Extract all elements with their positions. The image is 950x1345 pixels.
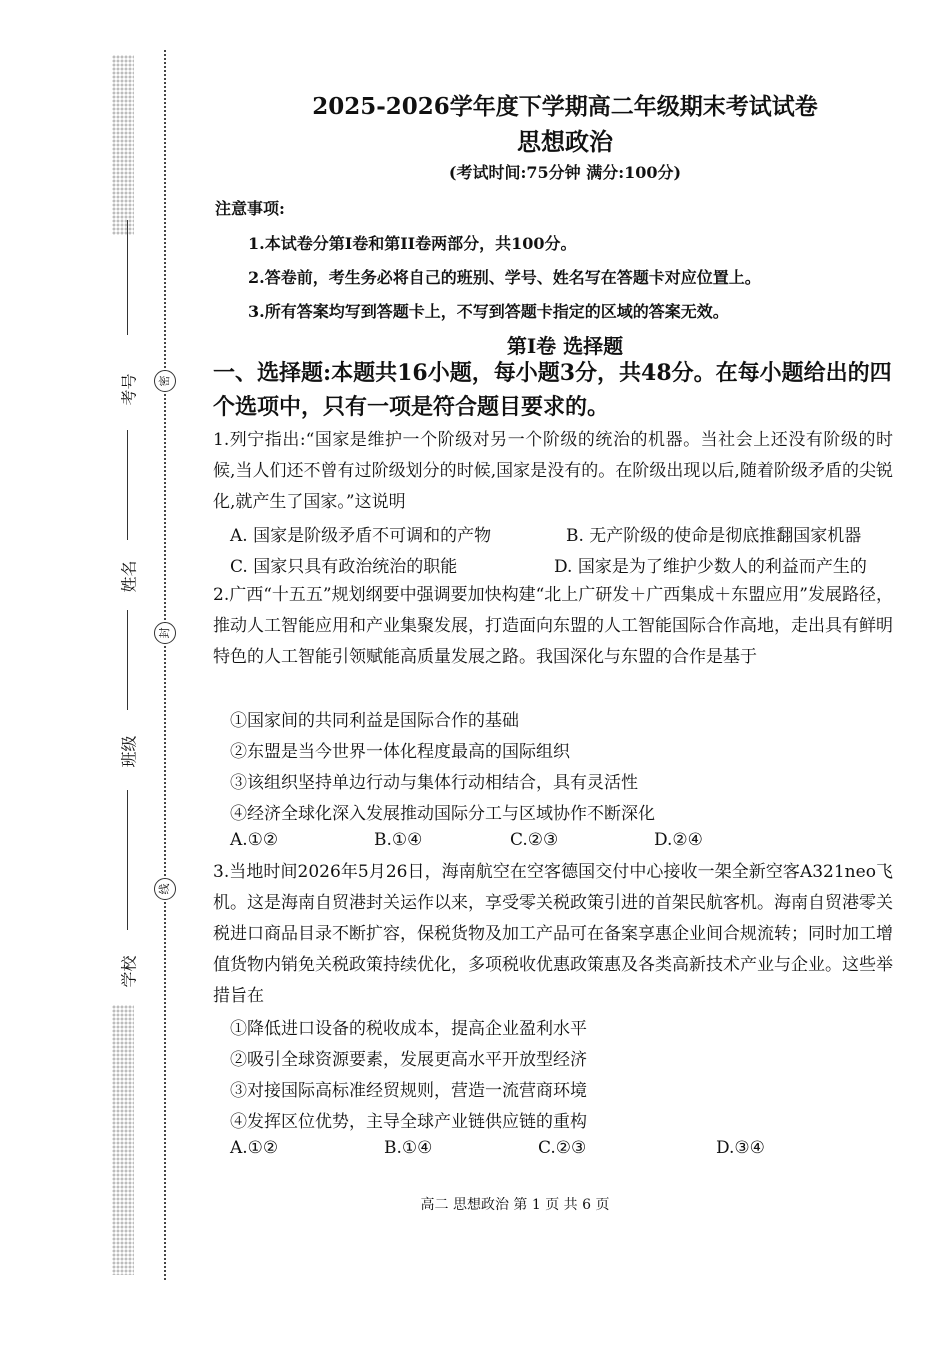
binding-cut-line	[164, 50, 166, 1280]
class-label: 班级	[119, 735, 139, 768]
q3-option-b: B.①④	[384, 1138, 433, 1158]
question-3-stem: 3.当地时间2026年5月26日，海南航空在空客德国交付中心接收一架全新空客A321neo飞机。这是海南自贸港封关运作以来，享受零关税政策引进的首架民航客机。海南自贸港零关税进口商品目录不断扩容，保税货物及加工产品可在备案享惠企业间合规流转；同时加工增值货物内销免关税政策持续优化，多项税收优惠政策惠及各类高新技术产业与企业。这些举措旨在	[213, 862, 893, 1006]
seal-xian: 线	[154, 878, 176, 900]
class-blank	[127, 610, 128, 710]
binding-dot-pattern-top	[112, 55, 134, 235]
note-item: 2.答卷前，考生务必将自己的班别、学号、姓名写在答题卡对应位置上。	[248, 268, 761, 287]
q3-statement-4: ④发挥区位优势，主导全球产业链供应链的重构	[230, 1112, 587, 1132]
q1-option-a: A. 国家是阶级矛盾不可调和的产物	[230, 526, 492, 546]
q3-statement-2: ②吸引全球资源要素，发展更高水平开放型经济	[230, 1050, 587, 1070]
q2-option-a: A.①②	[230, 830, 279, 850]
q3-option-a: A.①②	[230, 1138, 279, 1158]
q3-option-d: D.③④	[716, 1138, 765, 1158]
binding-dot-pattern-bottom	[112, 1005, 134, 1275]
q3-statement-3: ③对接国际高标准经贸规则，营造一流营商环境	[230, 1081, 587, 1101]
q2-option-b: B.①④	[374, 830, 423, 850]
q2-statement-3: ③该组织坚持单边行动与集体行动相结合，具有灵活性	[230, 773, 638, 793]
question-1-stem: 1.列宁指出:“国家是维护一个阶级对另一个阶级的统治的机器。当社会上还没有阶级的时候,当人们还不曾有过阶级划分的时候,国家是没有的。在阶级出现以后,随着阶级矛盾的尖锐化,就产生了国家。”这说明	[213, 430, 893, 512]
q2-statement-4: ④经济全球化深入发展推动国际分工与区域协作不断深化	[230, 804, 655, 824]
school-label: 学校	[119, 955, 139, 988]
q2-statement-1: ①国家间的共同利益是国际合作的基础	[230, 711, 519, 731]
note-item: 3.所有答案均写到答题卡上，不写到答题卡指定的区域的答案无效。	[248, 302, 729, 321]
name-label: 姓名	[119, 560, 139, 593]
q1-option-c: C. 国家只具有政治统治的职能	[230, 557, 458, 577]
exam-title: 2025-2026学年度下学期高二年级期末考试试卷	[312, 93, 818, 120]
note-item: 1.本试卷分第I卷和第II卷两部分，共100分。	[248, 234, 577, 253]
section-instruction: 一、选择题:本题共16小题，每小题3分，共48分。在每小题给出的四个选项中，只有一项是符合题目要求的。	[213, 360, 892, 420]
question-2-stem: 2.广西“十五五”规划纲要中强调要加快构建“北上广研发＋广西集成＋东盟应用”发展路径，推动人工智能应用和产业集聚发展，打造面向东盟的人工智能国际合作高地，走出具有鲜明特色的人工智能引领赋能高质量发展之路。我国深化与东盟的合作是基于	[213, 585, 893, 667]
notes-heading: 注意事项:	[215, 199, 285, 218]
page-footer: 高二 思想政治 第 1 页 共 6 页	[420, 1197, 610, 1213]
q3-statement-1: ①降低进口设备的税收成本，提高企业盈利水平	[230, 1019, 587, 1039]
q3-option-c: C.②③	[538, 1138, 587, 1158]
seal-feng: 封	[154, 622, 176, 644]
part-heading: 第I卷 选择题	[506, 334, 624, 358]
q1-option-d: D. 国家是为了维护少数人的利益而产生的	[554, 557, 867, 577]
exam-number-label: 考号	[119, 373, 139, 406]
school-blank	[127, 790, 128, 930]
q2-statement-2: ②东盟是当今世界一体化程度最高的国际组织	[230, 742, 570, 762]
exam-info: (考试时间:75分钟 满分:100分)	[448, 163, 682, 182]
name-blank	[127, 430, 128, 540]
q2-option-c: C.②③	[510, 830, 559, 850]
exam-number-blank	[127, 220, 128, 335]
subject-title: 思想政治	[517, 127, 613, 156]
seal-mi: 密	[154, 370, 176, 392]
q2-option-d: D.②④	[654, 830, 703, 850]
q1-option-b: B. 无产阶级的使命是彻底推翻国家机器	[566, 526, 862, 546]
